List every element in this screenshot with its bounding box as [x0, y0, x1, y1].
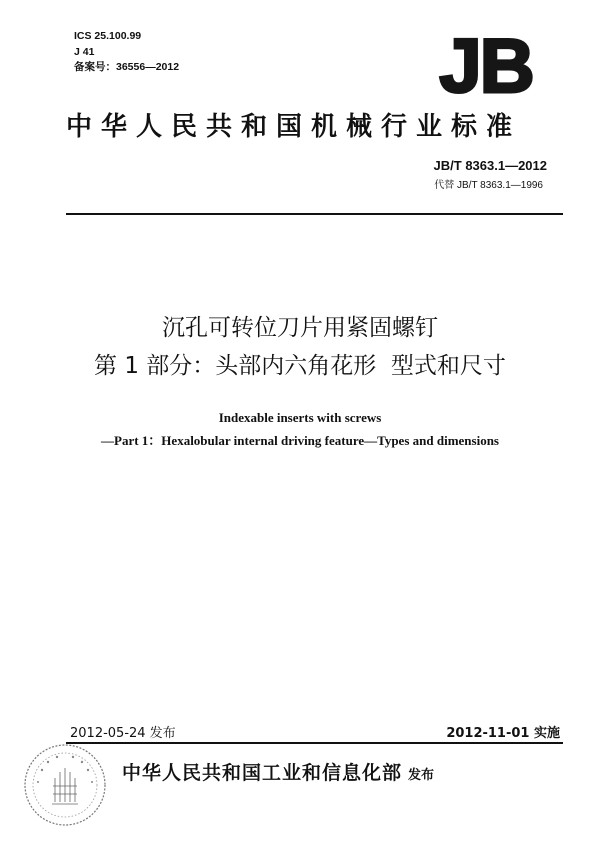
jb-logo: [424, 30, 548, 98]
title-english-line-1: Indexable inserts with screws: [218, 410, 382, 425]
header-divider: [66, 213, 563, 215]
official-seal-icon: [22, 742, 108, 828]
title-chinese-line-1: 沉孔可转位刀片用紧固螺钉: [162, 315, 438, 341]
classification-code: J 41: [74, 46, 95, 58]
issuer-suffix: 发布: [408, 768, 435, 783]
issuing-standard-category: 中华人民共和国机械行业标准: [66, 112, 522, 142]
replaces-standard: 代替 JB/T 8363.1—1996: [434, 180, 543, 191]
footer-divider: [66, 742, 563, 744]
title-chinese-line-2: 第 1 部分：头部内六角花形 型式和尺寸: [94, 353, 506, 379]
standard-number: JB/T 8363.1—2012: [433, 158, 547, 173]
ics-code: ICS 25.100.99: [74, 30, 142, 42]
effective-date: 2012-11-01 实施: [446, 726, 560, 741]
jb-logo-text: JB: [439, 30, 533, 98]
issue-date: 2012-05-24 发布: [70, 726, 176, 741]
issuer-name: 中华人民共和国工业和信息化部: [122, 762, 403, 784]
issuer: [122, 758, 434, 785]
record-number: 备案号：36556—2012: [74, 61, 180, 73]
title-english-line-2: —Part 1：Hexalobular internal driving feature—Types and dimensions: [101, 433, 499, 448]
